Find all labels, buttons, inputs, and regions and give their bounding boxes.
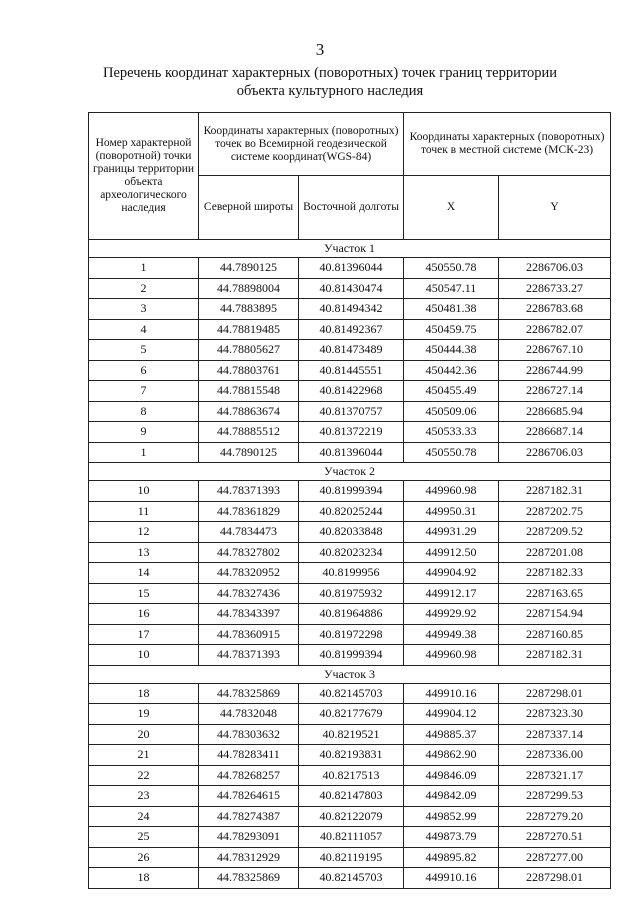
cell-y: 2287154.94 [499, 604, 611, 625]
cell-y: 2286706.03 [499, 258, 611, 279]
cell-y: 2286767.10 [499, 340, 611, 361]
cell-north-latitude: 44.78371393 [199, 645, 299, 666]
cell-x: 449949.38 [404, 624, 499, 645]
table-row [89, 868, 611, 889]
table-row [89, 258, 611, 279]
cell-north-latitude: 44.78283411 [199, 745, 299, 766]
cell-north-latitude: 44.78325869 [199, 868, 299, 889]
cell-point-number: 6 [89, 360, 199, 381]
section-label: Участок 2 [89, 463, 611, 481]
header-wgs84: Координаты характерных (поворотных) точек во Всемирной геодезической системе координат(WGS-84) [199, 113, 404, 176]
cell-point-number: 4 [89, 319, 199, 340]
cell-x: 449846.09 [404, 765, 499, 786]
cell-y: 2287277.00 [499, 847, 611, 868]
table-row [89, 765, 611, 786]
cell-point-number: 7 [89, 381, 199, 402]
table-row [89, 522, 611, 543]
cell-y: 2287337.14 [499, 724, 611, 745]
cell-north-latitude: 44.78343397 [199, 604, 299, 625]
cell-y: 2287336.00 [499, 745, 611, 766]
cell-east-longitude: 40.8219521 [299, 724, 404, 745]
cell-east-longitude: 40.82033848 [299, 522, 404, 543]
cell-x: 449842.09 [404, 786, 499, 807]
cell-north-latitude: 44.78268257 [199, 765, 299, 786]
header-y: Y [499, 176, 611, 240]
cell-point-number: 5 [89, 340, 199, 361]
cell-east-longitude: 40.82177679 [299, 704, 404, 725]
cell-north-latitude: 44.78863674 [199, 401, 299, 422]
cell-y: 2287163.65 [499, 583, 611, 604]
cell-point-number: 22 [89, 765, 199, 786]
coordinates-table [88, 112, 611, 889]
title-line-2: объекта культурного наследия [236, 83, 424, 99]
cell-east-longitude: 40.82119195 [299, 847, 404, 868]
cell-north-latitude: 44.78815548 [199, 381, 299, 402]
cell-y: 2286783.68 [499, 299, 611, 320]
table-row [89, 604, 611, 625]
cell-north-latitude: 44.78327436 [199, 583, 299, 604]
cell-y: 2287160.85 [499, 624, 611, 645]
cell-x: 450444.38 [404, 340, 499, 361]
table-row [89, 319, 611, 340]
cell-point-number: 1 [89, 258, 199, 279]
cell-y: 2286782.07 [499, 319, 611, 340]
cell-y: 2286706.03 [499, 442, 611, 463]
cell-east-longitude: 40.82111057 [299, 827, 404, 848]
cell-north-latitude: 44.78885512 [199, 422, 299, 443]
cell-y: 2287321.17 [499, 765, 611, 786]
cell-north-latitude: 44.7834473 [199, 522, 299, 543]
cell-y: 2287299.53 [499, 786, 611, 807]
cell-y: 2287279.20 [499, 806, 611, 827]
table-row [89, 481, 611, 502]
cell-y: 2287270.51 [499, 827, 611, 848]
cell-y: 2286744.99 [499, 360, 611, 381]
cell-y: 2287298.01 [499, 683, 611, 704]
cell-east-longitude: 40.81999394 [299, 645, 404, 666]
cell-x: 450550.78 [404, 442, 499, 463]
table-row [89, 278, 611, 299]
cell-north-latitude: 44.7890125 [199, 258, 299, 279]
cell-x: 450533.33 [404, 422, 499, 443]
section-label: Участок 1 [89, 240, 611, 258]
table-row [89, 381, 611, 402]
cell-point-number: 10 [89, 645, 199, 666]
table-row [89, 724, 611, 745]
cell-point-number: 25 [89, 827, 199, 848]
cell-x: 449960.98 [404, 645, 499, 666]
cell-east-longitude: 40.81422968 [299, 381, 404, 402]
header-east-longitude: Восточной долготы [299, 176, 404, 240]
cell-east-longitude: 40.81494342 [299, 299, 404, 320]
cell-y: 2287323.30 [499, 704, 611, 725]
cell-east-longitude: 40.81445551 [299, 360, 404, 381]
cell-x: 450550.78 [404, 258, 499, 279]
document-title [60, 64, 600, 100]
cell-east-longitude: 40.82122079 [299, 806, 404, 827]
cell-north-latitude: 44.78327802 [199, 542, 299, 563]
cell-east-longitude: 40.82145703 [299, 868, 404, 889]
cell-point-number: 19 [89, 704, 199, 725]
table-row [89, 624, 611, 645]
cell-point-number: 10 [89, 481, 199, 502]
table-row [89, 542, 611, 563]
cell-north-latitude: 44.78361829 [199, 501, 299, 522]
cell-north-latitude: 44.78371393 [199, 481, 299, 502]
cell-point-number: 20 [89, 724, 199, 745]
cell-y: 2287182.31 [499, 481, 611, 502]
cell-north-latitude: 44.78274387 [199, 806, 299, 827]
cell-east-longitude: 40.81473489 [299, 340, 404, 361]
cell-point-number: 14 [89, 563, 199, 584]
table-row [89, 704, 611, 725]
table-body [89, 240, 611, 889]
table-row [89, 360, 611, 381]
cell-point-number: 26 [89, 847, 199, 868]
cell-north-latitude: 44.78360915 [199, 624, 299, 645]
cell-point-number: 12 [89, 522, 199, 543]
table-row [89, 847, 611, 868]
section-label: Участок 3 [89, 665, 611, 683]
header-x: X [404, 176, 499, 240]
cell-north-latitude: 44.7883895 [199, 299, 299, 320]
table-row [89, 683, 611, 704]
header-msk23: Координаты характерных (поворотных) точек в местной системе (МСК-23) [404, 113, 611, 176]
cell-east-longitude: 40.82193831 [299, 745, 404, 766]
cell-y: 2287201.08 [499, 542, 611, 563]
table-row [89, 827, 611, 848]
cell-north-latitude: 44.78264615 [199, 786, 299, 807]
cell-east-longitude: 40.82147803 [299, 786, 404, 807]
cell-east-longitude: 40.82145703 [299, 683, 404, 704]
cell-point-number: 24 [89, 806, 199, 827]
table-row [89, 340, 611, 361]
cell-east-longitude: 40.8199956 [299, 563, 404, 584]
cell-x: 449873.79 [404, 827, 499, 848]
table-row [89, 583, 611, 604]
cell-north-latitude: 44.78819485 [199, 319, 299, 340]
cell-x: 449895.82 [404, 847, 499, 868]
cell-east-longitude: 40.82023234 [299, 542, 404, 563]
table-row [89, 806, 611, 827]
cell-x: 449885.37 [404, 724, 499, 745]
cell-x: 449910.16 [404, 868, 499, 889]
cell-east-longitude: 40.81972298 [299, 624, 404, 645]
cell-north-latitude: 44.78320952 [199, 563, 299, 584]
cell-x: 450481.38 [404, 299, 499, 320]
cell-point-number: 23 [89, 786, 199, 807]
title-line-1: Перечень координат характерных (поворотных) точек границ территории [102, 65, 558, 81]
cell-point-number: 16 [89, 604, 199, 625]
cell-x: 450509.06 [404, 401, 499, 422]
cell-x: 449950.31 [404, 501, 499, 522]
table-row [89, 442, 611, 463]
cell-north-latitude: 44.78293091 [199, 827, 299, 848]
cell-north-latitude: 44.78325869 [199, 683, 299, 704]
cell-x: 449910.16 [404, 683, 499, 704]
cell-north-latitude: 44.78898004 [199, 278, 299, 299]
cell-east-longitude: 40.81372219 [299, 422, 404, 443]
cell-east-longitude: 40.81492367 [299, 319, 404, 340]
cell-x: 449929.92 [404, 604, 499, 625]
cell-east-longitude: 40.81430474 [299, 278, 404, 299]
table-row [89, 645, 611, 666]
cell-point-number: 21 [89, 745, 199, 766]
cell-y: 2286685.94 [499, 401, 611, 422]
cell-point-number: 9 [89, 422, 199, 443]
cell-x: 450442.36 [404, 360, 499, 381]
cell-x: 449904.12 [404, 704, 499, 725]
section-header-row [89, 665, 611, 683]
cell-y: 2286687.14 [499, 422, 611, 443]
cell-point-number: 17 [89, 624, 199, 645]
cell-x: 450459.75 [404, 319, 499, 340]
table-row [89, 745, 611, 766]
cell-x: 449904.92 [404, 563, 499, 584]
cell-east-longitude: 40.81370757 [299, 401, 404, 422]
table-row [89, 563, 611, 584]
cell-y: 2287209.52 [499, 522, 611, 543]
cell-x: 449912.17 [404, 583, 499, 604]
table-row [89, 299, 611, 320]
cell-east-longitude: 40.81396044 [299, 442, 404, 463]
section-header-row [89, 240, 611, 258]
cell-x: 450455.49 [404, 381, 499, 402]
cell-north-latitude: 44.7890125 [199, 442, 299, 463]
cell-x: 449912.50 [404, 542, 499, 563]
header-north-latitude: Северной широты [199, 176, 299, 240]
cell-east-longitude: 40.82025244 [299, 501, 404, 522]
cell-y: 2286733.27 [499, 278, 611, 299]
cell-north-latitude: 44.78303632 [199, 724, 299, 745]
cell-point-number: 18 [89, 868, 199, 889]
cell-point-number: 2 [89, 278, 199, 299]
cell-x: 450547.11 [404, 278, 499, 299]
page-number: 3 [315, 40, 325, 59]
cell-east-longitude: 40.81999394 [299, 481, 404, 502]
cell-east-longitude: 40.81975932 [299, 583, 404, 604]
table-row [89, 786, 611, 807]
table-row [89, 401, 611, 422]
cell-x: 449960.98 [404, 481, 499, 502]
cell-y: 2286727.14 [499, 381, 611, 402]
cell-north-latitude: 44.78803761 [199, 360, 299, 381]
cell-north-latitude: 44.78805627 [199, 340, 299, 361]
cell-north-latitude: 44.7832048 [199, 704, 299, 725]
cell-point-number: 1 [89, 442, 199, 463]
cell-point-number: 8 [89, 401, 199, 422]
cell-y: 2287298.01 [499, 868, 611, 889]
cell-y: 2287202.75 [499, 501, 611, 522]
cell-y: 2287182.33 [499, 563, 611, 584]
cell-point-number: 11 [89, 501, 199, 522]
section-header-row [89, 463, 611, 481]
table-row [89, 501, 611, 522]
cell-x: 449931.29 [404, 522, 499, 543]
cell-east-longitude: 40.8217513 [299, 765, 404, 786]
cell-point-number: 3 [89, 299, 199, 320]
cell-point-number: 13 [89, 542, 199, 563]
cell-east-longitude: 40.81964886 [299, 604, 404, 625]
header-point-number: Номер характерной (поворотной) точки границы территории объекта археологического наследия [89, 113, 199, 240]
cell-north-latitude: 44.78312929 [199, 847, 299, 868]
cell-x: 449852.99 [404, 806, 499, 827]
cell-point-number: 18 [89, 683, 199, 704]
table-row [89, 422, 611, 443]
cell-point-number: 15 [89, 583, 199, 604]
cell-east-longitude: 40.81396044 [299, 258, 404, 279]
cell-x: 449862.90 [404, 745, 499, 766]
cell-y: 2287182.31 [499, 645, 611, 666]
